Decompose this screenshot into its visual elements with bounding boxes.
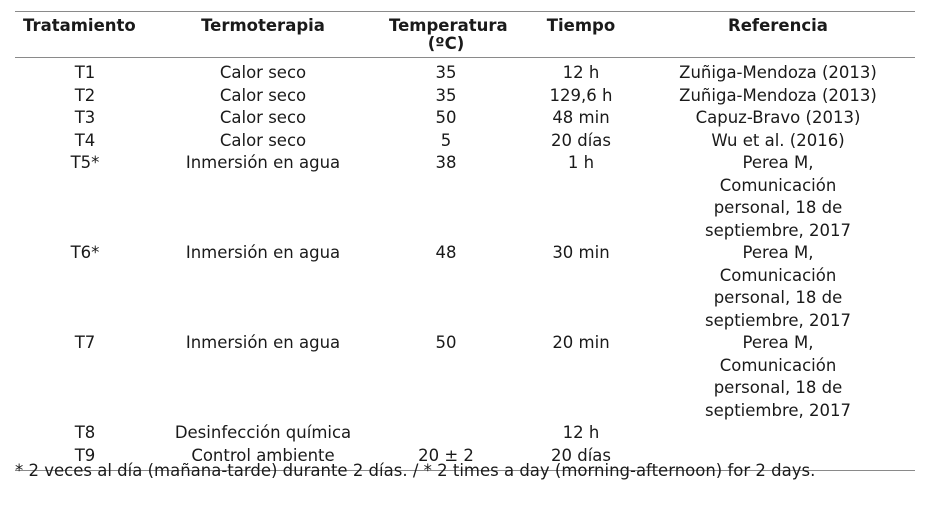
cell-tiempo: 30 min: [552, 243, 610, 262]
header-tiempo: Tiempo: [546, 16, 616, 35]
table-row: [15, 107, 915, 130]
cell-termoterapia: Calor seco: [219, 63, 307, 82]
table-row: [15, 242, 915, 332]
cell-tiempo: 1 h: [567, 153, 595, 172]
table-header-row: [15, 12, 915, 58]
cell-referencia: Capuz-Bravo (2013): [695, 108, 861, 127]
cell-temperatura: 50: [435, 333, 457, 352]
cell-tratamiento: T9: [74, 445, 96, 465]
cell-tratamiento: T2: [74, 85, 96, 105]
treatments-table-container: [15, 11, 915, 471]
cell-termoterapia: Inmersión en agua: [185, 243, 341, 262]
header-tratamiento: Tratamiento: [23, 16, 136, 35]
table-row: [15, 152, 915, 242]
table-row: [15, 130, 915, 153]
cell-temperatura: 38: [435, 153, 457, 172]
table-footnote: * 2 veces al día (mañana-tarde) durante 2 días. / * 2 times a day (morning-afternoon) for 2 days.: [15, 461, 816, 480]
header-temperatura: Temperatura (ºC): [389, 16, 508, 53]
cell-temperatura: 50: [435, 108, 457, 127]
cell-tratamiento: T8: [74, 423, 96, 442]
cell-tratamiento: T6*: [70, 243, 100, 262]
cell-tiempo: 20 días: [550, 445, 611, 465]
cell-temperatura: [371, 422, 521, 445]
cell-temperatura: 35: [435, 63, 457, 82]
cell-referencia: Zuñiga-Mendoza (2013): [679, 85, 877, 105]
treatments-table: [15, 11, 915, 471]
cell-termoterapia: Inmersión en agua: [185, 153, 341, 172]
header-termoterapia: Termoterapia: [201, 16, 325, 35]
cell-termoterapia: Inmersión en agua: [185, 333, 341, 352]
cell-tiempo: 20 min: [552, 333, 610, 352]
cell-tiempo: 48 min: [552, 108, 610, 127]
cell-referencia: Perea M, Comunicación personal, 18 de septiembre, 2017: [704, 243, 852, 330]
cell-tratamiento: T3: [74, 108, 96, 127]
cell-termoterapia: Calor seco: [219, 130, 307, 150]
cell-temperatura: 20 ± 2: [418, 445, 474, 465]
table-row: [15, 422, 915, 445]
cell-termoterapia: Desinfección química: [174, 423, 352, 442]
cell-tiempo: 129,6 h: [549, 85, 613, 105]
cell-tratamiento: T4: [74, 130, 96, 150]
cell-referencia: [641, 422, 915, 445]
cell-termoterapia: Calor seco: [219, 108, 307, 127]
cell-tiempo: 12 h: [562, 423, 600, 442]
cell-referencia: Zuñiga-Mendoza (2013): [679, 63, 877, 82]
table-row: [15, 85, 915, 108]
cell-temperatura: 5: [440, 130, 452, 150]
cell-referencia: Perea M, Comunicación personal, 18 de septiembre, 2017: [704, 333, 852, 420]
cell-termoterapia: Calor seco: [219, 85, 307, 105]
cell-termoterapia: Control ambiente: [191, 445, 335, 465]
cell-referencia: Perea M, Comunicación personal, 18 de septiembre, 2017: [704, 153, 852, 240]
cell-tratamiento: T1: [74, 63, 96, 82]
table-row: [15, 58, 915, 85]
cell-temperatura: 48: [435, 243, 457, 262]
cell-tiempo: 12 h: [562, 63, 600, 82]
cell-temperatura: 35: [435, 85, 457, 105]
cell-tratamiento: T5*: [70, 153, 100, 172]
cell-tiempo: 20 días: [550, 130, 611, 150]
cell-tratamiento: T7: [74, 333, 96, 352]
cell-referencia: Wu et al. (2016): [711, 130, 845, 150]
header-referencia: Referencia: [728, 16, 828, 35]
table-row: [15, 332, 915, 422]
